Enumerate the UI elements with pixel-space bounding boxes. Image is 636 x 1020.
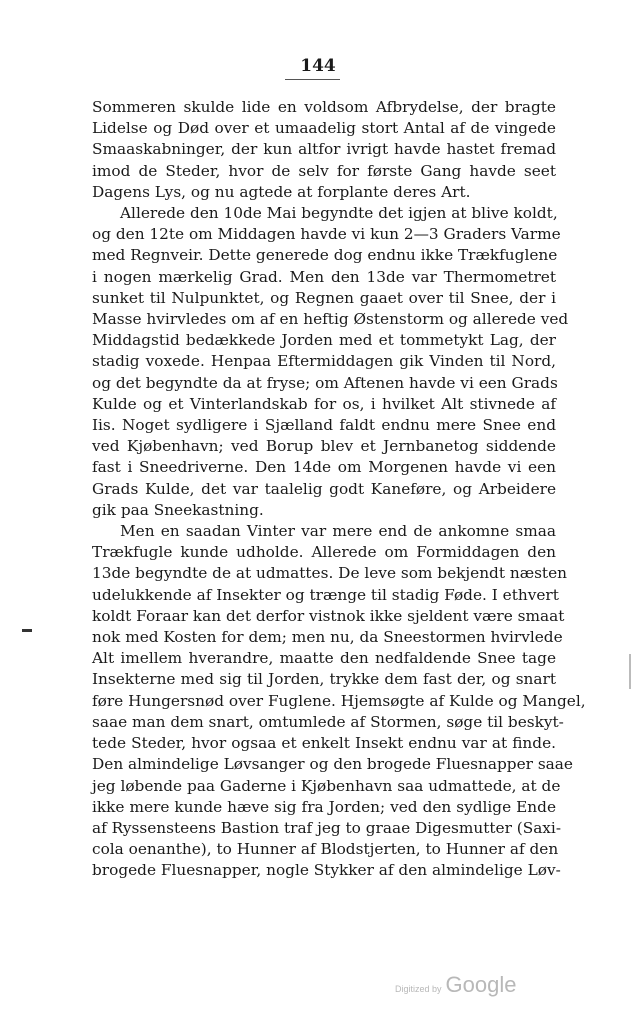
text-line: Trækfugle kunde udholde. Allerede om Formiddagen den [92,543,556,562]
margin-line [629,654,631,689]
text-line: 13de begyndte de at udmattes. De leve som bekjendt næsten [92,564,567,583]
text-line: og den 12te om Middagen havde vi kun 2—3 Graders Varme [92,225,561,244]
text-line: Masse hvirvledes om af en heftig Østenstorm og allerede ved [92,310,569,329]
text-line: Smaaskabninger, der kun altfor ivrigt havde hastet fremad [92,140,556,159]
text-line: Allerede den 10de Mai begyndte det igjen at blive koldt, [120,204,558,223]
watermark-brand: Google [445,972,517,997]
margin-mark [22,629,32,632]
text-line: fast i Sneedriverne. Den 14de om Morgenen havde vi een [92,458,556,477]
paragraph-3 [92,521,586,881]
text-line: stadig voxede. Henpaa Eftermiddagen gik Vinden til Nord, [92,352,556,371]
text-line: Dagens Lys, og nu agtede at forplante deres Art. [92,182,471,201]
text-line: i nogen mærkelig Grad. Men den 13de var Thermometret [92,267,556,286]
text-line: føre Hungersnød over Fuglene. Hjemsøgte af Kulde og Mangel, [92,691,586,710]
text-line: saae man dem snart, omtumlede af Stormen, søge til beskyt- [92,712,564,731]
header-rule [285,79,340,80]
text-line: Alt imellem hverandre, maatte den nedfaldende Snee tage [92,649,556,668]
text-line: Kulde og et Vinterlandskab for os, i hvilket Alt stivnede af [92,394,556,413]
text-line: ikke mere kunde hæve sig fra Jorden; ved den sydlige Ende [92,797,556,816]
text-line: af Ryssensteens Bastion traf jeg to graae Digesmutter (Saxi- [92,818,561,837]
text-line: Men en saadan Vinter var mere end de ankomne smaa [120,522,556,541]
text-line: gik paa Sneekastning. [92,500,264,519]
text-line: udelukkende af Insekter og trænge til stadig Føde. I ethvert [92,585,559,604]
text-line: nok med Kosten for dem; men nu, da Sneestormen hvirvlede [92,628,563,647]
page-number: 144 [300,56,336,76]
text-line: Grads Kulde, det var taalelig godt Kaneføre, og Arbeidere [92,479,556,498]
text-line: Sommeren skulde lide en voldsom Afbrydelse, der bragte [92,98,556,116]
text-line: brogede Fluesnapper, nogle Stykker af den almindelige Løv- [92,861,561,880]
text-line: med Regnveir. Dette generede dog endnu ikke Trækfuglene [92,246,558,265]
text-line: Den almindelige Løvsanger og den brogede Fluesnapper saae [92,755,573,774]
text-line: tede Steder, hvor ogsaa et enkelt Insekt endnu var at finde. [92,734,556,753]
text-line: jeg løbende paa Gaderne i Kjøbenhavn saa udmattede, at de [92,776,561,795]
watermark [395,972,516,998]
text-line: Insekterne med sig til Jorden, trykke dem fast der, og snart [92,670,556,689]
text-line: og det begyndte da at fryse; om Aftenen havde vi een Grads [92,373,558,392]
body-text [92,97,586,882]
text-line: Middagstid bedækkede Jorden med et tommetykt Lag, der [92,331,556,350]
text-line: cola oenanthe), to Hunner af Blodstjerten, to Hunner af den [92,840,559,859]
paragraph-1 [92,97,556,203]
text-line: imod de Steder, hvor de selv for første Gang havde seet [92,161,556,180]
paragraph-2 [92,203,569,521]
text-line: Iis. Noget sydligere i Sjælland faldt endnu mere Snee end [92,416,556,435]
text-line: koldt Foraar kan det derfor vistnok ikke sjeldent være smaat [92,606,565,625]
text-line: sunket til Nulpunktet, og Regnen gaaet over til Snee, der i [92,288,556,307]
text-line: Lidelse og Død over et umaadelig stort Antal af de vingede [92,119,556,138]
text-line: ved Kjøbenhavn; ved Borup blev et Jernbanetog siddende [92,437,556,456]
watermark-prefix: Digitized by [395,984,442,994]
